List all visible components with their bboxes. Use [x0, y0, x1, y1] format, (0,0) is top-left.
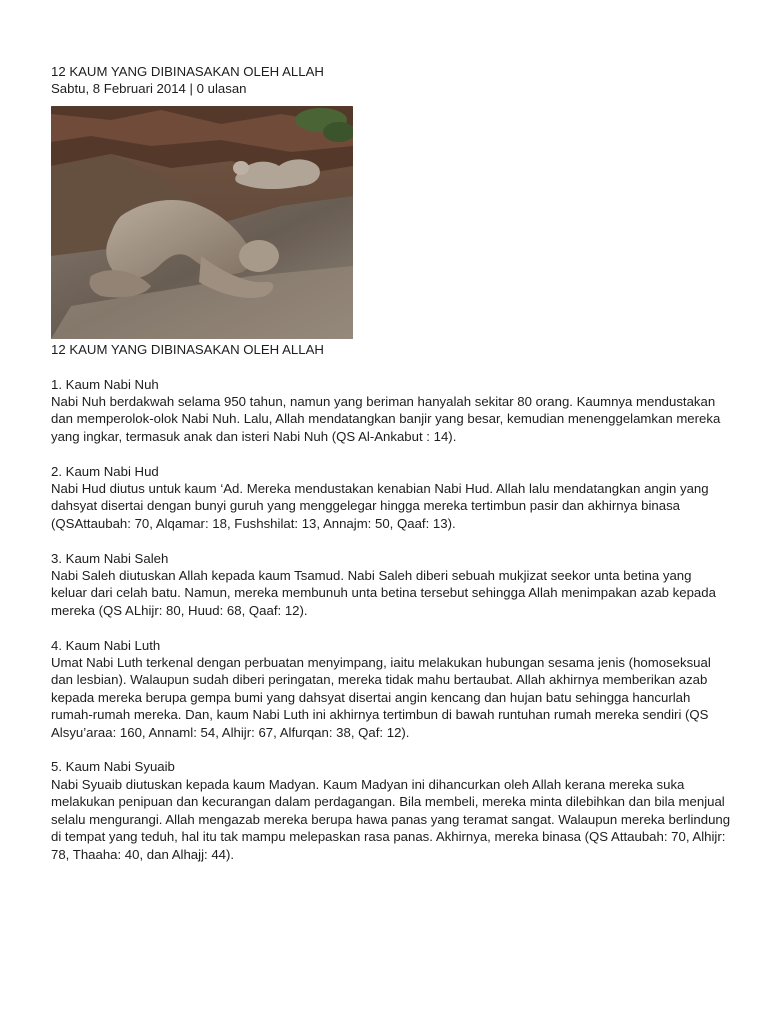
- section-title-nuh: 1. Kaum Nabi Nuh: [51, 376, 159, 392]
- section-body-syuaib: Nabi Syuaib diutuskan kepada kaum Madyan. Kaum Madyan ini dihancurkan oleh Allah kerana mereka suka melakukan penipuan dan kecurangan dalam perdagangan. Bila membeli, mereka minta dilebihkan dan bila menjual selalu mengurangi. Allah mengazab mereka berupa hawa panas yang teramat sangat. Walaupun mereka berlindung di tempat yang teduh, hal itu tak mampu melepaskan rasa panas. Akhirnya, mereka binasa (QS Attaubah: 70, Alhijr: 78, Thaaha: 40, dan Alhajj: 44).: [51, 776, 731, 862]
- section-title-luth: 4. Kaum Nabi Luth: [51, 637, 161, 653]
- section-title-hud: 2. Kaum Nabi Hud: [51, 463, 159, 479]
- section-body-nuh: Nabi Nuh berdakwah selama 950 tahun, namun yang beriman hanyalah sekitar 80 orang. Kaumnya mendustakan dan memperolok-olok Nabi Nuh. Lalu, Allah mendatangkan banjir yang besar, kemudian menenggelamkan mereka yang ingkar, termasuk anak dan isteri Nabi Nuh (QS Al-Ankabut : 14).: [51, 394, 721, 444]
- section-body-hud: Nabi Hud diutus untuk kaum ‘Ad. Mereka mendustakan kenabian Nabi Hud. Allah lalu mendatangkan angin yang dahsyat disertai dengan bunyi guruh yang menggelegar hingga mereka tertimbun pasir dan akhirnya binasa (QSAttaubah: 70, Alqamar: 18, Fushshilat: 13, Annajm: 50, Qaaf: 13).: [51, 481, 709, 531]
- post-meta: Sabtu, 8 Februari 2014 | 0 ulasan: [51, 81, 247, 97]
- photo-caption: 12 KAUM YANG DIBINASAKAN OLEH ALLAH: [51, 341, 324, 357]
- document-title: 12 KAUM YANG DIBINASAKAN OLEH ALLAH: [51, 64, 324, 79]
- section-title-saleh: 3. Kaum Nabi Saleh: [51, 550, 169, 566]
- section-body-saleh: Nabi Saleh diutuskan Allah kepada kaum Tsamud. Nabi Saleh diberi sebuah mukjizat seekor unta betina yang keluar dari celah batu. Namun, mereka membunuh unta betina tersebut sehingga Allah menimpakan azab kepada mereka (QS ALhijr: 80, Huud: 68, Qaaf: 12).: [51, 568, 716, 618]
- article-photo: [51, 106, 353, 339]
- section-body-luth: Umat Nabi Luth terkenal dengan perbuatan menyimpang, iaitu melakukan hubungan sesama jenis (homoseksual dan lesbian). Walaupun sudah diberi peringatan, mereka tidak mahu bertaubat. Allah akhirnya memberikan azab kepada mereka berupa gempa bumi yang dahsyat disertai angin kencang dan hujan batu sehingga hancurlah rumah-rumah mereka. Dan, kaum Nabi Luth ini akhirnya tertimbun di bawah runtuhan rumah mereka sendiri (QS Alsyu’araa: 160, Annaml: 54, Alhijr: 67, Alfurqan: 38, Qaf: 12).: [51, 655, 711, 740]
- document: [51, 63, 731, 863]
- section-title-syuaib: 5. Kaum Nabi Syuaib: [51, 759, 175, 775]
